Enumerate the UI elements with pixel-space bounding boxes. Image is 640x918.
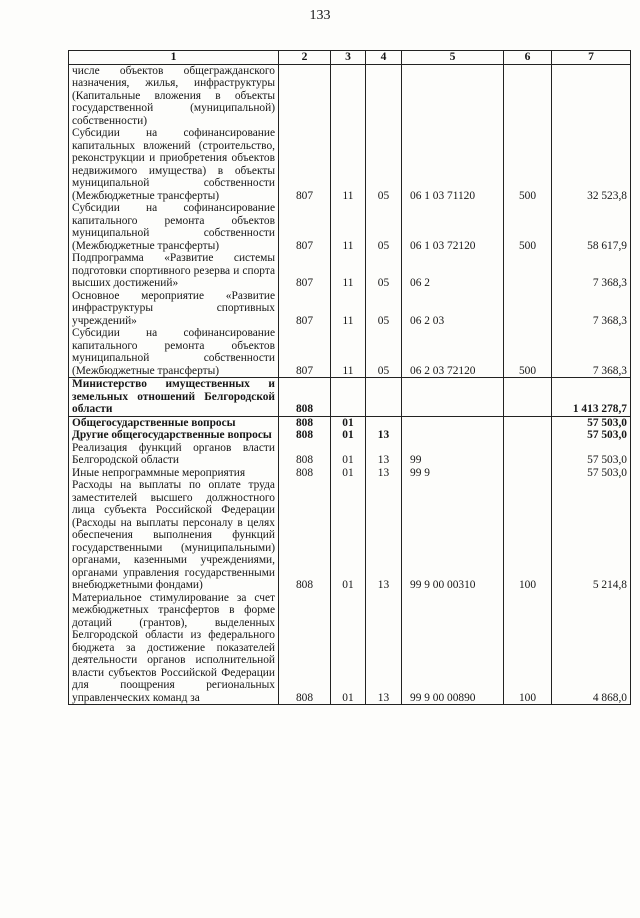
row-code-6 <box>504 290 552 328</box>
row-code-3: 01 <box>331 467 366 480</box>
row-code-6 <box>504 64 552 127</box>
column-header-1: 1 <box>69 51 279 65</box>
row-name: Реализация функций органов власти Белгородской области <box>69 442 279 467</box>
table-row <box>69 290 631 328</box>
row-code-2: 807 <box>279 202 331 252</box>
row-amount: 5 214,8 <box>552 479 631 592</box>
row-code-5: 99 9 00 00890 <box>402 592 504 705</box>
row-code-4: 13 <box>366 592 402 705</box>
row-code-3: 01 <box>331 592 366 705</box>
table-row <box>69 442 631 467</box>
row-code-3: 01 <box>331 429 366 442</box>
row-amount: 1 413 278,7 <box>552 378 631 417</box>
row-name: Иные непрограммные мероприятия <box>69 467 279 480</box>
row-amount: 58 617,9 <box>552 202 631 252</box>
budget-table <box>68 50 631 705</box>
row-code-6: 500 <box>504 327 552 378</box>
row-code-5: 06 2 <box>402 252 504 290</box>
row-code-4: 05 <box>366 290 402 328</box>
row-amount: 7 368,3 <box>552 327 631 378</box>
row-name: Субсидии на софинансирование капитального ремонта объектов муниципальной собственности (Межбюджетные трансферты) <box>69 327 279 378</box>
row-amount: 32 523,8 <box>552 127 631 202</box>
row-code-4 <box>366 64 402 127</box>
row-code-5: 06 1 03 72120 <box>402 202 504 252</box>
row-code-4: 13 <box>366 442 402 467</box>
row-code-5: 99 9 00 00310 <box>402 479 504 592</box>
table-header-row <box>69 51 631 65</box>
row-code-5: 06 1 03 71120 <box>402 127 504 202</box>
row-code-6 <box>504 442 552 467</box>
row-code-2 <box>279 64 331 127</box>
row-code-2: 808 <box>279 429 331 442</box>
row-code-3: 11 <box>331 202 366 252</box>
column-header-4: 4 <box>366 51 402 65</box>
row-code-6 <box>504 252 552 290</box>
table-row <box>69 202 631 252</box>
row-code-3: 01 <box>331 442 366 467</box>
row-code-6 <box>504 467 552 480</box>
table-row <box>69 127 631 202</box>
table-row <box>69 467 631 480</box>
row-amount: 57 503,0 <box>552 442 631 467</box>
row-amount: 57 503,0 <box>552 416 631 429</box>
table-row <box>69 416 631 429</box>
row-name: Подпрограмма «Развитие системы подготовки спортивного резерва и спорта высших достижений» <box>69 252 279 290</box>
table-row <box>69 252 631 290</box>
row-amount: 4 868,0 <box>552 592 631 705</box>
row-code-4: 05 <box>366 327 402 378</box>
row-name: Другие общегосударственные вопросы <box>69 429 279 442</box>
row-code-4: 13 <box>366 429 402 442</box>
table-row <box>69 64 631 127</box>
row-code-4: 13 <box>366 479 402 592</box>
row-name: Субсидии на софинансирование капитальных вложений (строительство, реконструкции и приобретения объектов недвижимого имущества) в объекты муниципальной собственности (Межбюджетные трансферты) <box>69 127 279 202</box>
row-amount: 57 503,0 <box>552 429 631 442</box>
row-code-3: 11 <box>331 252 366 290</box>
row-code-5 <box>402 64 504 127</box>
column-header-6: 6 <box>504 51 552 65</box>
row-amount: 7 368,3 <box>552 252 631 290</box>
row-code-2: 808 <box>279 479 331 592</box>
row-name: Материальное стимулирование за счет межбюджетных трансфертов в форме дотаций (грантов), выделенных Белгородской области из федерального бюджета за достижение показателей деятельности органов исполнительной власти субъектов Российской Федерации для поощрения региональных управленческих команд за <box>69 592 279 705</box>
row-name: Расходы на выплаты по оплате труда заместителей высшего должностного лица субъекта Российской Федерации (Расходы на выплаты персоналу в целях обеспечения выполнения функций государственными (муниципальными) органами, казенными учреждениями, органами управления государственными внебюджетными фондами) <box>69 479 279 592</box>
row-code-4: 05 <box>366 127 402 202</box>
row-code-3: 11 <box>331 127 366 202</box>
row-code-2: 808 <box>279 378 331 417</box>
row-code-6 <box>504 378 552 417</box>
row-name: Основное мероприятие «Развитие инфраструктуры спортивных учреждений» <box>69 290 279 328</box>
row-code-6 <box>504 429 552 442</box>
row-code-5 <box>402 378 504 417</box>
row-code-5: 06 2 03 <box>402 290 504 328</box>
row-code-5: 99 <box>402 442 504 467</box>
row-code-5: 99 9 <box>402 467 504 480</box>
row-code-5: 06 2 03 72120 <box>402 327 504 378</box>
row-code-3: 01 <box>331 479 366 592</box>
row-name: Субсидии на софинансирование капитального ремонта объектов муниципальной собственности (Межбюджетные трансферты) <box>69 202 279 252</box>
table-row <box>69 592 631 705</box>
row-code-2: 808 <box>279 592 331 705</box>
row-amount: 57 503,0 <box>552 467 631 480</box>
row-code-2: 807 <box>279 127 331 202</box>
row-code-6: 500 <box>504 202 552 252</box>
row-code-2: 808 <box>279 442 331 467</box>
table-row <box>69 378 631 417</box>
row-code-5 <box>402 416 504 429</box>
column-header-3: 3 <box>331 51 366 65</box>
row-code-4 <box>366 416 402 429</box>
table-row <box>69 479 631 592</box>
row-code-6 <box>504 416 552 429</box>
row-code-4: 13 <box>366 467 402 480</box>
row-code-2: 807 <box>279 327 331 378</box>
row-code-6: 100 <box>504 479 552 592</box>
row-code-2: 808 <box>279 416 331 429</box>
page-number: 133 <box>309 8 331 23</box>
row-code-2: 807 <box>279 252 331 290</box>
row-name: Министерство имущественных и земельных отношений Белгородской области <box>69 378 279 417</box>
row-code-6: 100 <box>504 592 552 705</box>
column-header-5: 5 <box>402 51 504 65</box>
row-code-5 <box>402 429 504 442</box>
column-header-2: 2 <box>279 51 331 65</box>
row-code-6: 500 <box>504 127 552 202</box>
row-code-4: 05 <box>366 202 402 252</box>
row-code-4 <box>366 378 402 417</box>
table-row <box>69 429 631 442</box>
row-code-3: 11 <box>331 327 366 378</box>
row-code-2: 807 <box>279 290 331 328</box>
row-code-3: 11 <box>331 290 366 328</box>
row-code-3 <box>331 378 366 417</box>
row-amount <box>552 64 631 127</box>
row-code-3 <box>331 64 366 127</box>
row-name: числе объектов общегражданского назначения, жилья, инфраструктуры (Капитальные вложения в объекты государственной (муниципальной) собственности) <box>69 64 279 127</box>
row-name: Общегосударственные вопросы <box>69 416 279 429</box>
row-code-2: 808 <box>279 467 331 480</box>
row-code-3: 01 <box>331 416 366 429</box>
row-amount: 7 368,3 <box>552 290 631 328</box>
row-code-4: 05 <box>366 252 402 290</box>
table-row <box>69 327 631 378</box>
column-header-7: 7 <box>552 51 631 65</box>
